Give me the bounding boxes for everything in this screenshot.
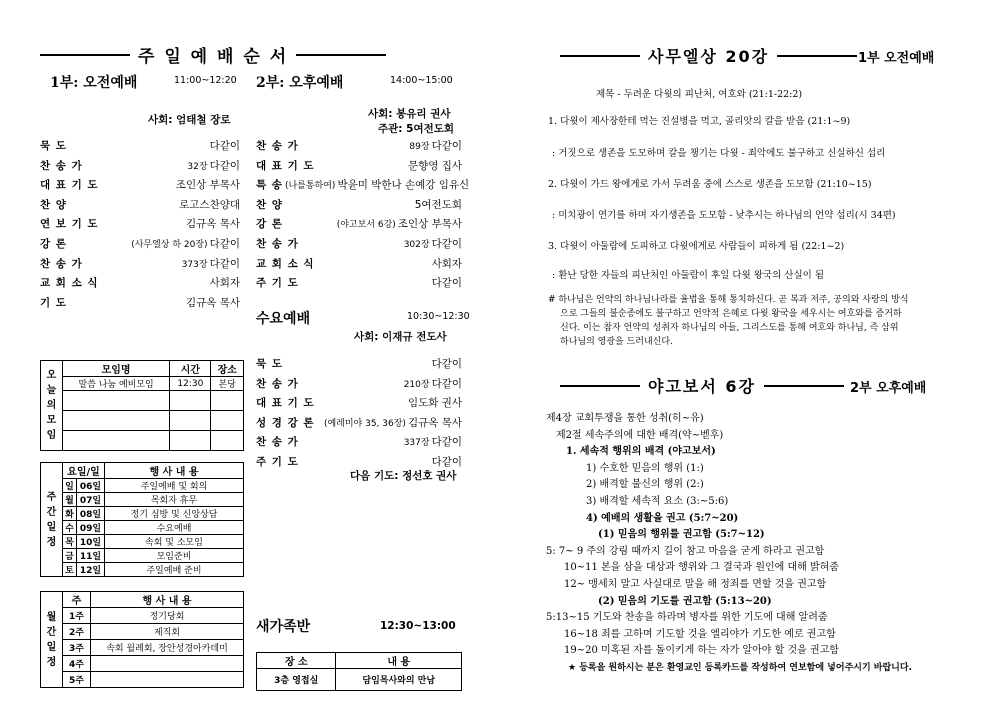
order-item-label: 찬 송 가 [256, 238, 299, 250]
order-item-label: 기 도 [40, 296, 67, 309]
order-row [40, 177, 240, 194]
weekly-row: 목 10일 속회 및 소모임 [41, 535, 244, 549]
monthly-side-label: 월 간 일 정 [41, 592, 63, 688]
james-outline-line: 10~11 본을 삼을 대상과 행위와 그 결국과 원인에 대해 밝혀줌 [564, 562, 839, 574]
order-row [256, 216, 462, 233]
service2-name: 2부: 오후예배 [256, 75, 344, 91]
order-row [256, 434, 462, 451]
service2-time: 14:00~15:00 [390, 75, 453, 86]
james-outline-line: (1) 믿음의 행위를 권고함 (5:7~12) [598, 529, 765, 541]
service1-host: 사회: 엄태철 장로 [148, 114, 231, 126]
james-outline-line: 16~18 죄를 고하며 기도할 것을 엘리야가 기도한 예로 권고함 [564, 628, 836, 640]
order-row [256, 356, 462, 373]
family-col-content: 내 용 [336, 653, 462, 669]
samuel-note-line: 신다. 이는 참자 언약의 성취자 하나님의 아들, 그리스도를 통해 여호와 하나님, 즉 삼위 [560, 323, 899, 333]
monthly-schedule-table [40, 591, 244, 688]
order-item-person: 로고스찬양대 [179, 198, 240, 211]
order-item-person: 다같이 [431, 377, 462, 390]
monthly-row: 2주 제직회 [41, 624, 244, 640]
worship-order-title: 주 일 예 배 순 서 [40, 42, 386, 67]
next-prayer: 다음 기도: 정선호 권사 [350, 470, 457, 482]
order-item-label: 주 기 도 [256, 277, 299, 290]
james-outline-line: 1. 세속적 행위의 배격 (야고보서) [566, 446, 716, 458]
order-item-label: 찬 양 [256, 198, 283, 211]
order-item-label: 특 송 [256, 179, 283, 192]
order-item-person: 임도화 권사 [407, 397, 462, 410]
order-item-label: 묵 도 [40, 140, 67, 152]
order-item-label: 연 보 기 도 [40, 218, 99, 231]
order-item-detail: 302장 [403, 240, 430, 250]
weekly-row: 화 08일 정기 심방 및 신앙상담 [41, 507, 244, 521]
order-item-label: 찬 송 가 [256, 377, 299, 390]
registration-note: ★ 등록을 원하시는 분은 환영교인 등록카드를 작성하여 연보함에 넣어주시기 바랍니다. [568, 663, 912, 673]
monthly-row: 4주 [41, 656, 244, 672]
order-item-label: 찬 송 가 [40, 257, 83, 270]
order-item-person: 다같이 [431, 456, 462, 468]
order-item-person: 문향영 집사 [407, 159, 462, 172]
james-outline-line: 12~ 맹세치 말고 사실대로 말을 해 정죄를 면할 것을 권고함 [564, 579, 827, 590]
order-item-detail: 373장 [181, 259, 208, 270]
order-item-label: 찬 양 [40, 198, 67, 211]
james-outline-line: 2) 배격할 불신의 행위 (2:) [586, 479, 704, 491]
samuel-service-tag: 1부 오전예배 [858, 51, 935, 66]
order-item-label: 교 회 소 식 [256, 257, 315, 270]
samuel-outline-item: 1. 다윗이 제사장한테 먹는 진설병을 먹고, 골리앗의 칼을 받음 (21:1~9) [548, 116, 851, 127]
order-item-person: 사회자 [209, 277, 240, 290]
order-row [256, 138, 462, 155]
samuel-note-line: 으로 그들의 불순종에도 불구하고 언약적 은혜로 다윗 왕국을 세우시는 여호와를 증거하 [560, 309, 902, 319]
order-row [256, 395, 462, 412]
order-item-person: 김규옥 목사 [407, 416, 462, 429]
todays-meeting-side-label: 오 늘 의 모 임 [41, 361, 63, 451]
james-service-tag: 2부 오후예배 [850, 381, 927, 396]
order-item-detail: 210장 [403, 379, 430, 390]
order-item-label: 찬 송 가 [256, 436, 299, 449]
meeting-col-place: 장소 [211, 361, 244, 377]
order-item-person: 김규옥 목사 [185, 218, 240, 231]
order-item-detail: (예레미야 35, 36장) [323, 418, 406, 429]
order-row [40, 158, 240, 175]
order-item-person: 다같이 [209, 257, 240, 270]
samuel-outline-item: : 환난 당한 자들의 피난처인 아둘람이 후일 다윗 왕국의 산실이 됨 [552, 270, 825, 281]
james-lecture-header: 야고보서 6강 [560, 374, 844, 397]
order-item-person: 다같이 [431, 140, 462, 152]
order-item-label: 강 론 [256, 218, 283, 231]
order-row [256, 197, 462, 214]
order-row [256, 158, 462, 175]
order-row [256, 275, 462, 292]
samuel-note-line: # 하나님은 언약의 하나님나라를 율법을 통해 통치하신다. 곧 복과 저주, 공의와 사랑의 방식 [548, 295, 909, 305]
order-row [40, 256, 240, 273]
james-outline-line: 제2절 세속주의에 대한 배격(약~벧후) [556, 429, 724, 441]
order-item-person: 다같이 [209, 238, 240, 250]
family-content: 담임목사와의 만남 [336, 669, 462, 691]
order-item-label: 묵 도 [256, 358, 283, 370]
order-row [256, 376, 462, 393]
todays-meeting-table [40, 360, 244, 451]
order-item-person: 다같이 [431, 358, 462, 370]
order-item-label: 대 표 기 도 [256, 397, 315, 410]
order-row [256, 236, 462, 253]
new-family-class-time: 12:30~13:00 [380, 620, 456, 632]
order-item-person: 다같이 [431, 277, 462, 290]
family-place: 3층 영접실 [257, 669, 336, 691]
order-item-person: 다같이 [431, 436, 462, 449]
order-row [256, 177, 470, 194]
order-row [40, 236, 240, 253]
monthly-row: 5주 [41, 672, 244, 688]
wednesday-service-name: 수요예배 [256, 311, 311, 327]
weekly-row: 월 07일 목회자 휴무 [41, 493, 244, 507]
new-family-class-name: 새가족반 [256, 619, 311, 635]
samuel-sermon-title: 제목 - 두려운 다윗의 피난처, 여호와 (21:1-22:2) [596, 89, 803, 100]
samuel-outline-item: : 미치광이 연기를 하며 자기생존을 도모함 - 낮추시는 하나님의 언약 섭리(시 34편) [552, 210, 896, 221]
order-item-detail: (사무엘상 하 20장) [131, 240, 208, 250]
service1-time: 11:00~12:20 [174, 75, 237, 86]
order-item-detail: 89장 [409, 142, 430, 152]
order-row [40, 138, 240, 155]
monthly-col-week: 주 [63, 592, 91, 608]
weekly-row: 일 06일 주일예배 및 회의 [41, 479, 244, 493]
service2-host: 사회: 봉유리 권사 [368, 108, 451, 120]
order-item-person: 박윤미 박한나 손예강 임유신 [337, 179, 470, 192]
james-outline-line: (2) 믿음의 기도를 권고함 (5:13~20) [598, 595, 772, 607]
order-row [40, 216, 240, 233]
james-outline-line: 5:13~15 기도와 찬송을 하라며 병자를 위한 기도에 대해 알려줌 [546, 612, 828, 624]
james-outline-line: 19~20 미혹된 자를 돌이키게 하는 자가 알아야 할 것을 권고함 [564, 645, 839, 657]
weekly-row: 수 09일 수요예배 [41, 521, 244, 535]
order-row [40, 295, 240, 312]
order-item-label: 성 경 강 론 [256, 416, 315, 429]
order-item-person: 다같이 [209, 140, 240, 152]
service2-organizer: 주관: 5여전도회 [378, 123, 455, 135]
order-item-person: 다같이 [209, 159, 240, 172]
samuel-note-line: 하나님의 영광을 드러내신다. [560, 337, 673, 347]
samuel-outline-item: 2. 다윗이 가드 왕에게로 가서 두려움 중에 스스로 생존을 도모함 (21:10~15) [548, 179, 872, 190]
james-outline-line: 5: 7~ 9 주의 강림 때까지 길이 참고 마음을 굳게 하라고 권고함 [546, 545, 825, 557]
order-item-detail: (나를통하여) [284, 181, 336, 192]
order-item-person: 김규옥 목사 [185, 296, 240, 309]
order-item-detail: 337장 [403, 438, 430, 449]
weekly-schedule-table [40, 462, 244, 577]
order-row [40, 275, 240, 292]
meeting-col-time: 시간 [170, 361, 211, 377]
james-outline-line: 제4장 교회투쟁을 통한 성취(히~유) [546, 413, 704, 424]
weekly-row: 금 11일 모임준비 [41, 549, 244, 563]
order-row [256, 415, 462, 432]
weekly-side-label: 주 간 일 정 [41, 463, 63, 577]
samuel-outline-item: 3. 다윗이 아둘람에 도피하고 다윗에게로 사람들이 피하게 됨 (22:1~2) [548, 241, 845, 252]
monthly-col-content: 행 사 내 용 [91, 592, 244, 608]
james-outline-line: 1) 수호한 믿음의 행위 (1:) [586, 462, 704, 474]
order-item-label: 교 회 소 식 [40, 277, 99, 290]
order-item-person: 사회자 [431, 257, 462, 270]
monthly-row: 1주 정기당회 [41, 608, 244, 624]
james-outline-line: 3) 배격할 세속적 요소 (3:~5:6) [586, 496, 729, 507]
order-item-label: 대 표 기 도 [40, 179, 99, 192]
order-item-detail: 32장 [187, 161, 208, 172]
family-col-place: 장 소 [257, 653, 336, 669]
new-family-table [256, 652, 462, 691]
order-item-detail: (야고보서 6강) [336, 220, 396, 231]
meeting-time: 12:30 [170, 377, 211, 391]
order-item-label: 대 표 기 도 [256, 159, 315, 172]
meeting-name: 말씀 나눔 예비모임 [63, 377, 170, 391]
samuel-lecture-header: 사무엘상 20강 [560, 44, 857, 67]
samuel-outline-item: : 거짓으로 생존을 도모하며 칼을 챙기는 다윗 - 죄악에도 불구하고 신실하신 섭리 [552, 148, 886, 159]
wednesday-service-host: 사회: 이재규 전도사 [354, 331, 447, 343]
meeting-col-name: 모임명 [63, 361, 170, 377]
order-row [40, 197, 240, 214]
weekly-col-day: 요일/일 [63, 463, 105, 479]
order-item-person: 다같이 [431, 238, 462, 250]
order-item-label: 찬 송 가 [256, 140, 299, 152]
order-item-person: 5여전도회 [414, 198, 462, 211]
order-item-label: 찬 송 가 [40, 159, 83, 172]
order-item-person: 조인상 부목사 [397, 218, 462, 231]
order-item-label: 주 기 도 [256, 456, 299, 468]
order-row [256, 256, 462, 273]
weekly-row: 토 12일 주일예배 준비 [41, 563, 244, 577]
monthly-row: 3주 속회 월례회, 장안성경아카데미 [41, 640, 244, 656]
order-item-label: 강 론 [40, 238, 67, 250]
james-outline-line: 4) 예배의 생활을 권고 (5:7~20) [586, 512, 739, 524]
meeting-place: 본당 [211, 377, 244, 391]
wednesday-service-time: 10:30~12:30 [407, 311, 470, 322]
order-item-person: 조인상 부목사 [175, 179, 240, 192]
service1-name: 1부: 오전예배 [50, 75, 138, 91]
weekly-col-content: 행 사 내 용 [105, 463, 244, 479]
